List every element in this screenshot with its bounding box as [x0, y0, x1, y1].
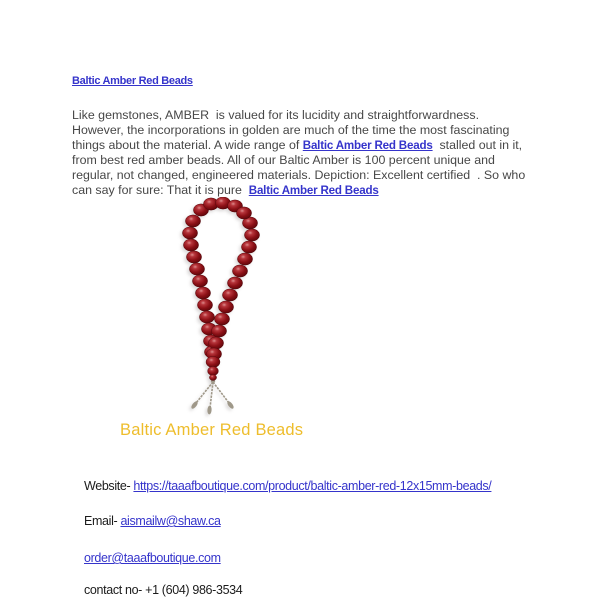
description-text-1: Like gemstones, AMBER is valued for its lucidity and straightforwardness. However, the incorporations in golden are much of the time the most fascinating things about the material. A wide range of [72, 108, 513, 153]
email-line [84, 514, 221, 529]
product-description [72, 108, 532, 198]
beads-strand [182, 197, 259, 381]
inline-link-baltic-amber-1[interactable]: Baltic Amber Red Beads [302, 139, 433, 153]
phone-label: contact no- [84, 583, 146, 597]
image-caption: Baltic Amber Red Beads [120, 421, 304, 439]
product-image [176, 197, 272, 415]
description-text-2: stalled out in it, from best red amber beads. All of our Baltic Amber is 100 percent unique and regular, not changed, engineered materials. Depiction: Excellent certified . So who can say for sure: That it is pure [72, 138, 529, 198]
website-label: Website- [84, 479, 134, 493]
inline-link-baltic-amber-2[interactable]: Baltic Amber Red Beads [248, 184, 379, 198]
beads-strand-image [176, 197, 272, 415]
email-link[interactable]: aismailw@shaw.ca [120, 514, 221, 528]
order-email-link[interactable]: order@taaafboutique.com [84, 551, 221, 565]
phone-line [84, 583, 242, 598]
phone-number: +1 (604) 986-3534 [145, 583, 243, 597]
tassel-icon [190, 379, 235, 415]
order-email-line [84, 551, 221, 566]
email-label: Email- [84, 514, 121, 528]
website-link[interactable]: https://taaafboutique.com/product/baltic-amber-red-12x15mm-beads/ [133, 479, 492, 493]
website-line [84, 479, 491, 494]
heading-link[interactable]: Baltic Amber Red Beads [72, 75, 193, 87]
